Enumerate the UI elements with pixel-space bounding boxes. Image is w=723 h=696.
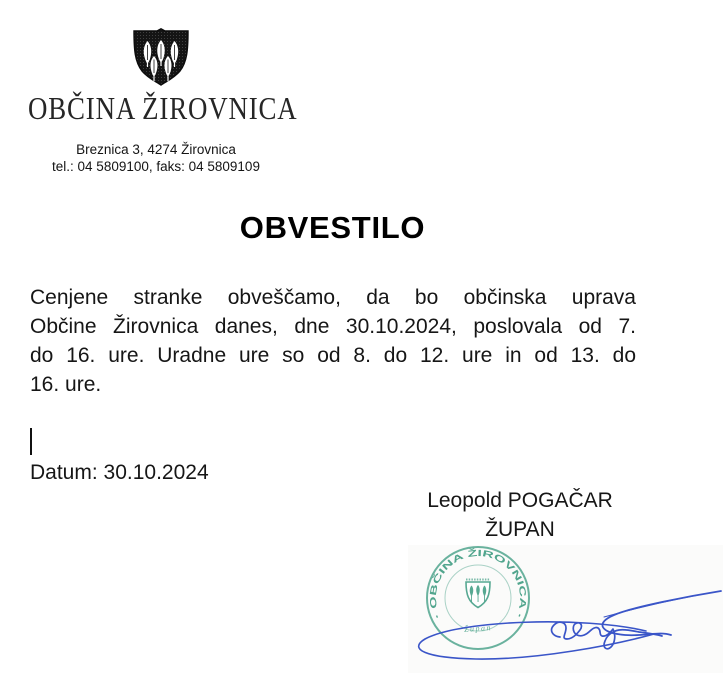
org-address-line1: Breznica 3, 4274 Žirovnica — [76, 142, 236, 157]
body-line: Občine Žirovnica danes, dne 30.10.2024, poslovala od 7. — [30, 315, 636, 338]
org-address-line2: tel.: 04 5809100, faks: 04 5809109 — [52, 159, 260, 174]
signatory-role: ŽUPAN — [485, 518, 555, 541]
svg-text:· OBČINA ŽIROVNICA ·: · OBČINA ŽIROVNICA · — [427, 548, 529, 621]
coat-of-arms-icon — [130, 28, 192, 86]
notice-body[interactable] — [30, 283, 636, 399]
text-caret — [30, 428, 32, 455]
signatory-name: Leopold POGAČAR — [427, 489, 613, 512]
signatory-block — [390, 486, 650, 544]
notice-title: OBVESTILO — [239, 210, 426, 245]
date-line: Datum: 30.10.2024 — [30, 461, 209, 484]
body-line: do 16. ure. Uradne ure so od 8. do 12. ure in od 13. do — [30, 344, 636, 367]
body-line: Cenjene stranke obveščamo, da bo občinska uprava — [30, 286, 636, 309]
stamp-signature-image — [408, 545, 723, 673]
svg-text:Župan: Župan — [463, 623, 493, 634]
org-address — [0, 141, 312, 175]
org-name: OBČINA ŽIROVNICA — [28, 90, 298, 126]
stamp-signature-scan — [408, 545, 723, 673]
body-line: 16. ure. — [30, 373, 102, 396]
official-stamp-icon — [427, 547, 529, 649]
